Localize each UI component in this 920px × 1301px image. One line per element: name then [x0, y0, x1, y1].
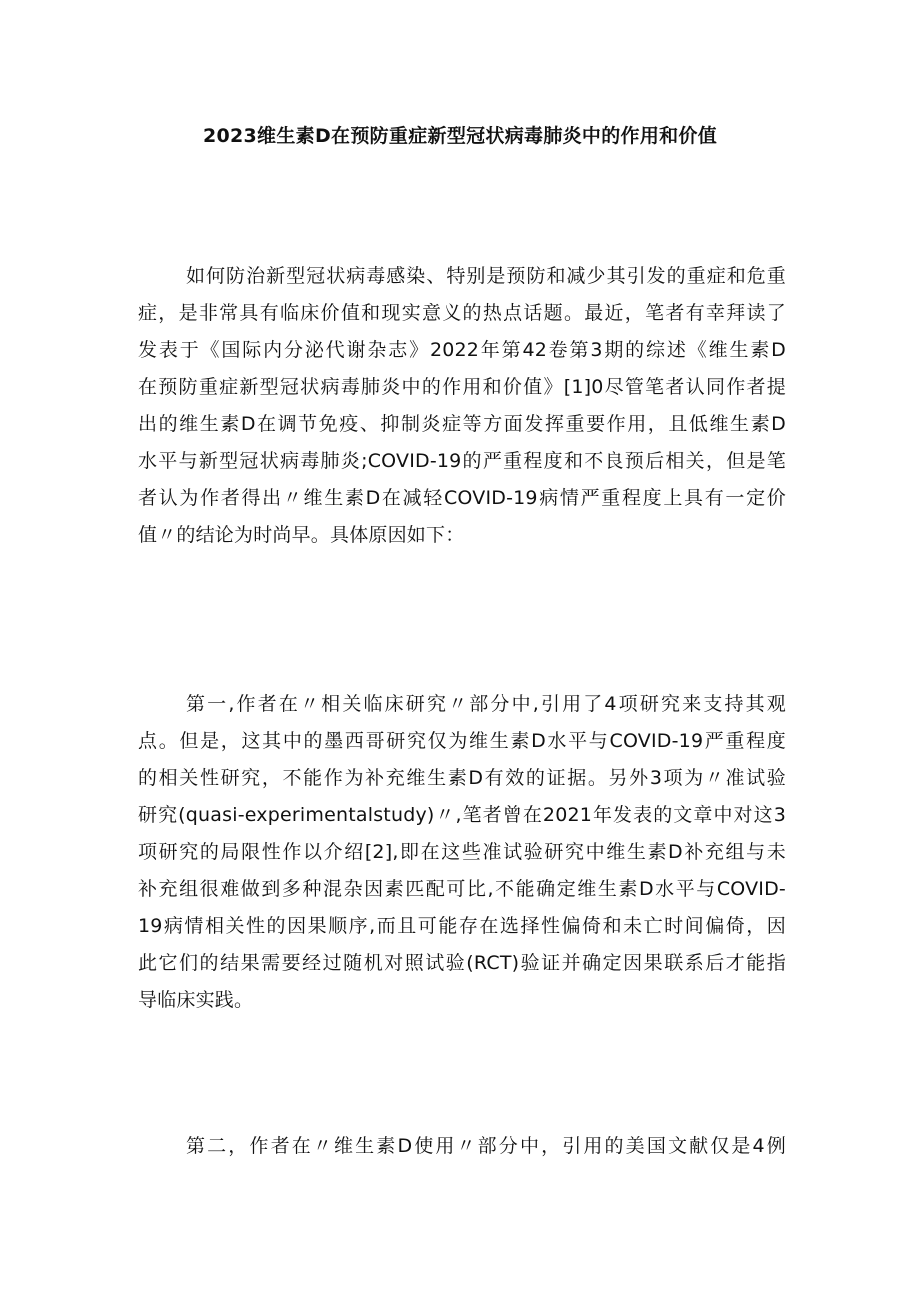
paragraph-line: 19病情相关性的因果顺序,而且可能存在选择性偏倚和未亡时间偏倚，因 — [138, 915, 786, 937]
paragraph-line: 导临床实践。 — [138, 989, 254, 1011]
paragraph-line: 研究(quasi-experimentalstudy)〃,笔者曾在2021年发表的文章中对这3 — [138, 804, 786, 826]
paragraph-line: 项研究的局限性作以介绍[2],即在这些准试验研究中维生素D补充组与未 — [138, 841, 786, 863]
paragraph-2 — [138, 686, 786, 1019]
paragraph-line: 发表于《国际内分泌代谢杂志》2022年第42卷第3期的综述《维生素D — [138, 339, 786, 361]
paragraph-3 — [138, 1128, 786, 1165]
paragraph-line: 第一,作者在〃相关临床研究〃部分中,引用了4项研究来支持其观 — [186, 693, 786, 715]
paragraph-line: 出的维生素D在调节免疫、抑制炎症等方面发挥重要作用，且低维生素D — [138, 413, 786, 435]
paragraph-line: 第二，作者在〃维生素D使用〃部分中，引用的美国文献仅是4例 — [186, 1135, 786, 1157]
paragraph-line: 的相关性研究，不能作为补充维生素D有效的证据。另外3项为〃准试验 — [138, 767, 786, 789]
paragraph-line: 如何防治新型冠状病毒感染、特别是预防和减少其引发的重症和危重 — [186, 265, 786, 287]
paragraph-line: 者认为作者得出〃维生素D在减轻COVID-19病情严重程度上具有一定价 — [138, 487, 786, 509]
paragraph-line: 点。但是，这其中的墨西哥研究仅为维生素D水平与COVID-19严重程度 — [138, 730, 786, 752]
paragraph-line: 水平与新型冠状病毒肺炎;COVID-19的严重程度和不良预后相关，但是笔 — [138, 450, 786, 472]
paragraph-1 — [138, 258, 786, 554]
document-title: 2023维生素D在预防重症新型冠状病毒肺炎中的作用和价值 — [202, 125, 718, 147]
paragraph-line: 症，是非常具有临床价值和现实意义的热点话题。最近，笔者有幸拜读了 — [138, 302, 786, 324]
paragraph-line: 值〃的结论为时尚早。具体原因如下： — [138, 524, 465, 546]
paragraph-line: 此它们的结果需要经过随机对照试验(RCT)验证并确定因果联系后才能指 — [138, 952, 786, 974]
paragraph-line: 补充组很难做到多种混杂因素匹配可比,不能确定维生素D水平与COVID- — [138, 878, 786, 900]
paragraph-line: 在预防重症新型冠状病毒肺炎中的作用和价值》[1]0尽管笔者认同作者提 — [138, 376, 786, 398]
